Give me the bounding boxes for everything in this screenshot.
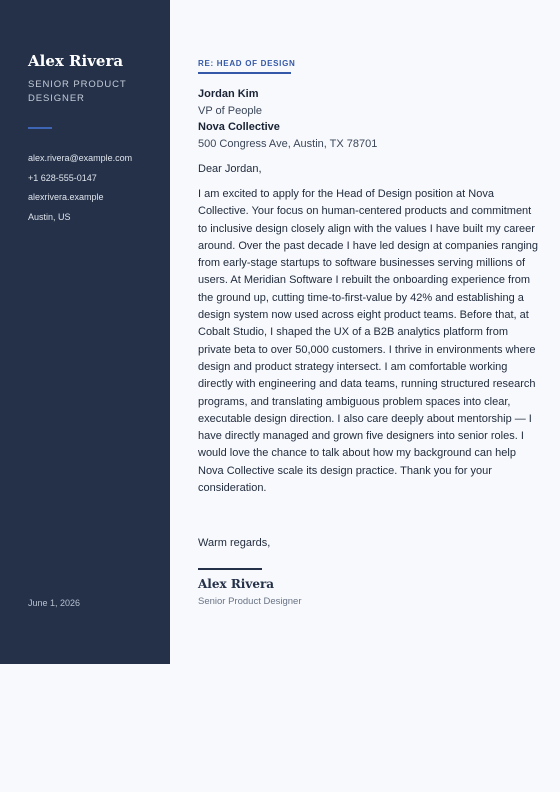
sender-name: Alex Rivera <box>28 52 124 70</box>
sidebar <box>0 0 170 664</box>
signature-name: Alex Rivera <box>198 577 275 591</box>
subject-underline <box>198 72 291 74</box>
recipient-block <box>198 86 377 152</box>
letter-date: June 1, 2026 <box>28 598 81 608</box>
letter-body: I am excited to apply for the Head of Design position at Nova Collective. Your focus on human-centered products and commitment to inclusive design closely align with the values I have built my career around. Over the past decade I have led design at companies ranging from early-stage startups to software businesses serving millions of users. At Meridian Software I rebuilt the onboarding experience from the ground up, cutting time-to-first-value by 42% and establishing a design system now used across eight product teams. Before that, at Cobalt Studio, I shaped the UX of a B2B analytics platform from private beta to over 50,000 customers. I thrive in environments where design and product strategy intersect. I am comfortable working directly with engineering and data teams, running structured research programs, and translating ambiguous problem spaces into clear, executable design direction. I also care deeply about mentorship — I have directly managed and grown five designers into senior roles. I would love the chance to talk about how my background can help Nova Collective scale its design practice. Thank you for your consideration. <box>198 188 539 495</box>
contact-email[interactable]: alex.rivera@example.com <box>28 153 133 163</box>
signature-line <box>198 568 262 570</box>
salutation: Dear Jordan, <box>198 163 262 175</box>
contact-website[interactable]: alexrivera.example <box>28 192 104 202</box>
contact-phone[interactable]: +1 628-555-0147 <box>28 172 97 183</box>
closing: Warm regards, <box>198 537 271 549</box>
sender-title: SENIOR PRODUCT DESIGNER <box>28 79 127 104</box>
sidebar-divider <box>28 127 52 129</box>
recipient-title: VP of People <box>198 104 263 117</box>
recipient-company: Nova Collective <box>198 121 280 133</box>
recipient-address: 500 Congress Ave, Austin, TX 78701 <box>198 137 378 150</box>
letter-subject: RE: HEAD OF DESIGN <box>198 59 296 68</box>
contact-location: Austin, US <box>28 211 71 222</box>
contact-list <box>28 153 132 231</box>
recipient-name: Jordan Kim <box>198 88 259 100</box>
signature-title: Senior Product Designer <box>198 596 302 607</box>
